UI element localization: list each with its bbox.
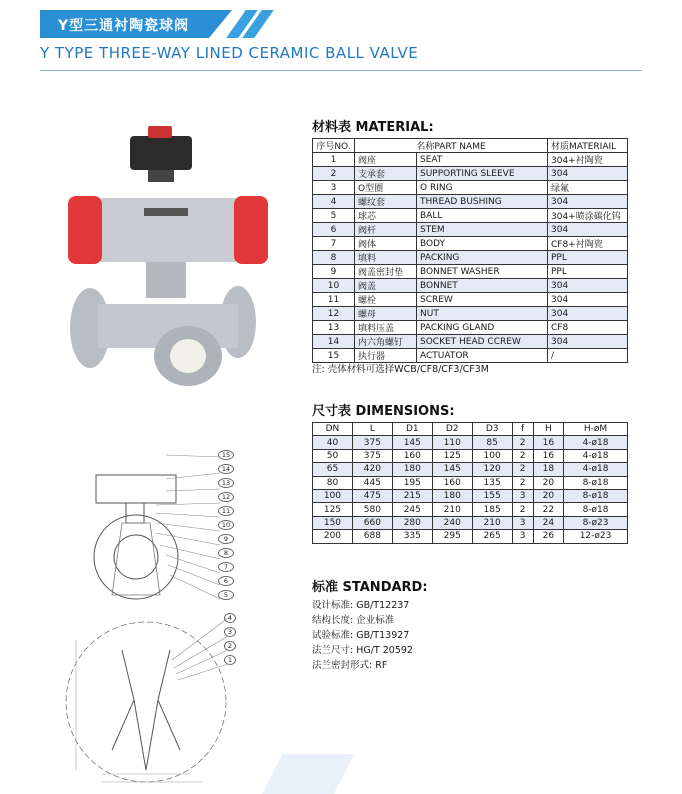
- cell: 304+衬陶瓷: [548, 153, 628, 167]
- cell: PACKING: [417, 251, 548, 265]
- cell: 13: [313, 321, 355, 335]
- cell: BODY: [417, 237, 548, 251]
- cell: 150: [313, 516, 353, 529]
- cell: 85: [472, 436, 512, 449]
- cell: SUPPORTING SLEEVE: [417, 167, 548, 181]
- bore-outline: [114, 535, 158, 579]
- cell: 160: [392, 449, 432, 462]
- cell: 304: [548, 195, 628, 209]
- cell: 185: [472, 503, 512, 516]
- table-header-row: [313, 139, 628, 153]
- cell: 螺纹套: [355, 195, 417, 209]
- col-header: D1: [392, 423, 432, 436]
- cell: BONNET WASHER: [417, 265, 548, 279]
- cell: 160: [432, 476, 472, 489]
- material-heading: 材料表 MATERIAL:: [312, 120, 434, 135]
- cell: 100: [472, 449, 512, 462]
- cell: 1: [313, 153, 355, 167]
- table-row: [313, 279, 628, 293]
- standard-item: 法兰密封形式: RF: [312, 660, 388, 671]
- cell: 18: [533, 463, 563, 476]
- cell: 280: [392, 516, 432, 529]
- cell: 375: [352, 449, 392, 462]
- callout-marker: 5: [218, 590, 234, 600]
- cell: 80: [313, 476, 353, 489]
- dimensions-heading: 尺寸表 DIMENSIONS:: [312, 404, 455, 419]
- cell: 阀体: [355, 237, 417, 251]
- material-note: 注: 壳体材料可选择WCB/CF8/CF3/CF3M: [312, 364, 489, 375]
- callout-marker: 9: [218, 534, 234, 544]
- table-row: [313, 436, 628, 449]
- cell: 2: [512, 463, 533, 476]
- cell: 200: [313, 530, 353, 543]
- callout-marker: 13: [218, 478, 234, 488]
- cell: 20: [533, 489, 563, 502]
- cell: 304+喷涂碳化钨: [548, 209, 628, 223]
- cell: 4: [313, 195, 355, 209]
- cell: BALL: [417, 209, 548, 223]
- standard-item: 法兰尺寸: HG/T 20592: [312, 645, 413, 656]
- cell: 210: [432, 503, 472, 516]
- table-row: [313, 153, 628, 167]
- cell: O型圈: [355, 181, 417, 195]
- cell: THREAD BUSHING: [417, 195, 548, 209]
- cell: 4-ø18: [564, 449, 628, 462]
- cell: 210: [472, 516, 512, 529]
- cell: STEM: [417, 223, 548, 237]
- cell: SCREW: [417, 293, 548, 307]
- plan-circle: [66, 622, 226, 782]
- cell: 2: [512, 503, 533, 516]
- standard-heading: 标准 STANDARD:: [312, 580, 428, 595]
- cell: 8-ø23: [564, 516, 628, 529]
- cell: 绿氟: [548, 181, 628, 195]
- table-row: [313, 489, 628, 502]
- cell: 50: [313, 449, 353, 462]
- cell: 球芯: [355, 209, 417, 223]
- standard-item: 结构长度: 企业标准: [312, 615, 395, 626]
- cell: 155: [472, 489, 512, 502]
- cell: 135: [472, 476, 512, 489]
- cell: PACKING GLAND: [417, 321, 548, 335]
- actuator-body-shape: [96, 198, 240, 262]
- cell: 8-ø18: [564, 489, 628, 502]
- standard-item: 试验标准: GB/T13927: [312, 630, 410, 641]
- material-table: [312, 138, 628, 363]
- cell: 304: [548, 167, 628, 181]
- callout-marker: 14: [218, 464, 234, 474]
- cell: 265: [472, 530, 512, 543]
- cell: 16: [533, 436, 563, 449]
- cell: 20: [533, 476, 563, 489]
- table-row: [313, 265, 628, 279]
- col-header: H: [533, 423, 563, 436]
- table-row: [313, 293, 628, 307]
- callout-marker: 15: [218, 450, 234, 460]
- callout-marker: 6: [218, 576, 234, 586]
- cell: 填料: [355, 251, 417, 265]
- cell: ACTUATOR: [417, 349, 548, 363]
- cell: 125: [313, 503, 353, 516]
- body-outline: [112, 523, 160, 595]
- cell: 304: [548, 293, 628, 307]
- cell: 215: [392, 489, 432, 502]
- cell: /: [548, 349, 628, 363]
- cell: CF8+衬陶瓷: [548, 237, 628, 251]
- table-row: [313, 167, 628, 181]
- cell: 填料压盖: [355, 321, 417, 335]
- table-row: [313, 307, 628, 321]
- table-row: [313, 449, 628, 462]
- cell: 445: [352, 476, 392, 489]
- col-header: L: [352, 423, 392, 436]
- table-row: [313, 530, 628, 543]
- cell: 180: [432, 489, 472, 502]
- cell: 2: [512, 449, 533, 462]
- table-row: [313, 335, 628, 349]
- cell: 304: [548, 279, 628, 293]
- callout-marker: 1: [224, 655, 236, 665]
- cell: 内六角螺钉: [355, 335, 417, 349]
- cell: 7: [313, 237, 355, 251]
- cell: 12: [313, 307, 355, 321]
- actuator-cap-right: [234, 196, 268, 264]
- page-title-en: Y TYPE THREE-WAY LINED CERAMIC BALL VALVE: [40, 44, 419, 62]
- cell: 执行器: [355, 349, 417, 363]
- cell: SOCKET HEAD CCREW: [417, 335, 548, 349]
- cell: 125: [432, 449, 472, 462]
- cell: 12-ø23: [564, 530, 628, 543]
- cell: 304: [548, 307, 628, 321]
- dimensions-table: [312, 422, 628, 544]
- standard-item: 设计标准: GB/T12237: [312, 600, 410, 611]
- valve-photo: [38, 118, 288, 388]
- cell: 24: [533, 516, 563, 529]
- cell: 26: [533, 530, 563, 543]
- col-header: D3: [472, 423, 512, 436]
- col-header: 序号NO.: [313, 139, 355, 153]
- cell: 120: [472, 463, 512, 476]
- bracket-shape: [148, 170, 174, 182]
- col-header: f: [512, 423, 533, 436]
- cell: 10: [313, 279, 355, 293]
- col-header: 材质MATERIAIL: [548, 139, 628, 153]
- cell: 6: [313, 223, 355, 237]
- cell: BONNET: [417, 279, 548, 293]
- nameplate-shape: [144, 208, 188, 216]
- cell: 8: [313, 251, 355, 265]
- cell: 145: [432, 463, 472, 476]
- col-header: 名称PART NAME: [355, 139, 548, 153]
- table-header-row: [313, 423, 628, 436]
- cell: 9: [313, 265, 355, 279]
- cell: 420: [352, 463, 392, 476]
- cell: 15: [313, 349, 355, 363]
- table-row: [313, 251, 628, 265]
- flange-outline: [94, 515, 178, 599]
- switch-box-shape: [130, 136, 192, 170]
- page-title-cn: Y型三通衬陶瓷球阀: [58, 18, 190, 34]
- cell: 375: [352, 436, 392, 449]
- cell: 螺栓: [355, 293, 417, 307]
- cell: 195: [392, 476, 432, 489]
- mount-bracket-shape: [146, 262, 186, 298]
- table-row: [313, 321, 628, 335]
- bracket-outline: [126, 503, 144, 523]
- table-row: [313, 209, 628, 223]
- cell: 145: [392, 436, 432, 449]
- cell: 660: [352, 516, 392, 529]
- cell: 3: [512, 489, 533, 502]
- cell: 180: [392, 463, 432, 476]
- cell: PPL: [548, 265, 628, 279]
- cell: 100: [313, 489, 353, 502]
- cell: 3: [313, 181, 355, 195]
- callout-marker: 12: [218, 492, 234, 502]
- cell: 2: [512, 476, 533, 489]
- callout-marker: 8: [218, 548, 234, 558]
- cell: NUT: [417, 307, 548, 321]
- table-row: [313, 223, 628, 237]
- cell: 8-ø18: [564, 503, 628, 516]
- table-row: [313, 181, 628, 195]
- table-row: [313, 476, 628, 489]
- cell: 14: [313, 335, 355, 349]
- cell: 2: [313, 167, 355, 181]
- table-row: [313, 237, 628, 251]
- cell: 304: [548, 335, 628, 349]
- cell: 阀座: [355, 153, 417, 167]
- cell: 3: [512, 530, 533, 543]
- actuator-cap-left: [68, 196, 102, 264]
- cell: 螺母: [355, 307, 417, 321]
- table-row: [313, 516, 628, 529]
- cell: SEAT: [417, 153, 548, 167]
- footer-decoration: [262, 754, 354, 794]
- cell: 阀盖密封垫: [355, 265, 417, 279]
- table-row: [313, 463, 628, 476]
- cell: 阀杆: [355, 223, 417, 237]
- cell: 3: [512, 516, 533, 529]
- cell: O RING: [417, 181, 548, 195]
- title-banner: [40, 10, 238, 40]
- cell: 5: [313, 209, 355, 223]
- cell: 580: [352, 503, 392, 516]
- cell: 40: [313, 436, 353, 449]
- ceramic-bore-shape: [170, 339, 206, 373]
- cell: 22: [533, 503, 563, 516]
- cell: 2: [512, 436, 533, 449]
- header-divider: [40, 70, 642, 71]
- cell: 阀盖: [355, 279, 417, 293]
- callout-marker: 7: [218, 562, 234, 572]
- cell: 245: [392, 503, 432, 516]
- col-header: H-øM: [564, 423, 628, 436]
- cell: 支承套: [355, 167, 417, 181]
- cell: 4-ø18: [564, 436, 628, 449]
- cell: 8-ø18: [564, 476, 628, 489]
- cell: PPL: [548, 251, 628, 265]
- cell: 688: [352, 530, 392, 543]
- table-row: [313, 195, 628, 209]
- cell: 65: [313, 463, 353, 476]
- cell: 16: [533, 449, 563, 462]
- table-row: [313, 503, 628, 516]
- col-header: DN: [313, 423, 353, 436]
- indicator-shape: [148, 126, 172, 138]
- standard-list: [312, 598, 413, 673]
- cell: 475: [352, 489, 392, 502]
- col-header: D2: [432, 423, 472, 436]
- cell: 295: [432, 530, 472, 543]
- cell: 304: [548, 223, 628, 237]
- cell: 240: [432, 516, 472, 529]
- callout-marker: 10: [218, 520, 234, 530]
- actuator-outline: [96, 475, 176, 503]
- callout-list: [218, 450, 234, 604]
- callout-marker: 11: [218, 506, 234, 516]
- callout-marker: 3: [224, 627, 236, 637]
- cell: 335: [392, 530, 432, 543]
- cell: 110: [432, 436, 472, 449]
- callout-marker: 2: [224, 641, 236, 651]
- cell: 4-ø18: [564, 463, 628, 476]
- cell: 11: [313, 293, 355, 307]
- callout-list-2: [224, 613, 236, 669]
- callout-marker: 4: [224, 613, 236, 623]
- cell: CF8: [548, 321, 628, 335]
